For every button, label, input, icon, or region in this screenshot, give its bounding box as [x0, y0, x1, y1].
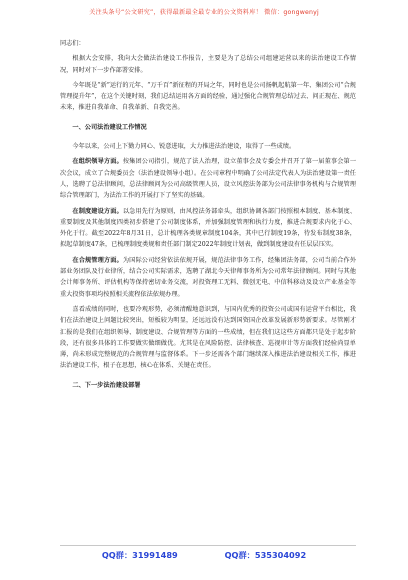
footer-divider: [60, 545, 356, 546]
paragraph-intro: 根据大会安排，我向大会做法治建设工作报告，主要是为了总结公司组建运营以来的法治建设工作情况，同时对下一步作部署安排。: [60, 55, 356, 74]
section-heading-2: 二、下一步法治建设部署: [72, 381, 141, 389]
paragraph-system-text: 以急用先行为原则，由风控法务部牵头，组织协调各部门按照根本制度、基本制度、重要制度及其他制度四类初步搭建了公司制度体系，并加强制度管理和执行力度，推进合规要求内化于心、外化于行。截至2022年8月31日，总计梳理各类规章制度104条，其中已行制度19条，待发布制度38条，拟起草制度47条，已梳理制度类规和责任部门制定2022年制度计划表，做到制度建设有任层层压实。: [60, 207, 357, 249]
paragraph-compliance: [60, 255, 356, 300]
section-heading-1: 一、公司法治建设工作情况: [72, 123, 147, 131]
paragraph-summary: 今年以来，公司上下勠力同心、锐意进取，大力推进法治建设，取得了一些成绩。: [72, 143, 296, 151]
header-banner: 关注头条号“公文研究”，获得最新最全最专业的公文资料库！ 微信：gongwenyj: [89, 9, 319, 16]
paragraph-organization-text: 按集团公司指引，规范了法人治理，设立董事会及专委会并召开了第一届董事会第一次会议，成立了合规委员会（法治建设领导小组）。在公司章程中明确了公司法定代表人为法治建设第一责任人，选聘了总法律顾问，总法律顾问为公司高级管理人员，设立风控法务部为公司法律事务机构与合规管理综合管理部门，为法治工作的开展打下了坚实的基础。: [60, 158, 357, 200]
paragraph-context: 今年既是“新”运行的元年、“万千百”新征程的开局之年，同时也是公司扬帆起航第一年、集团公司“合规管理提升年”，在这个关键时刻，我们总结运用各方面的经验，通过强化合规管理总结过去、问正现在、规范未来，推进自我革命、自我革新、自我完善。: [60, 81, 356, 112]
greeting: 同志们：: [60, 40, 85, 47]
paragraph-organization-lead: 在组织领导方面。: [72, 158, 123, 166]
footer-qq-group-2: QQ群：535304092: [224, 550, 307, 560]
paragraph-organization: [60, 156, 356, 201]
paragraph-system-lead: 在制度建设方面。: [72, 207, 123, 215]
paragraph-assessment: 喜看成绩的同时，也要冷观形势，必须清醒地意识到，与国内优秀的投资公司或国有运营平台相比，我们在法治建设上问题比较突出，短板较为明显，还远远没有达到国资国企改革发展新形势新要求。尽管刚才汇报的是我们在组织领导、制度建设、合规管理等方面的一些成绩，但在我们这这些方面都只是处于起步阶段，还有很多具体的工作要做实做细做优。尤其是在风险防控、法律核查、巡视审计等方面我们经验尚显单薄，尚未形成完整规范的合规管理与监督体系。下一步还需各个部门继续深入推进法治建设相关工作，推进法治建设工作，根子在思想，核心在体系、关键在责任。: [60, 305, 356, 370]
footer-contacts: [0, 550, 408, 561]
paragraph-system: [60, 206, 356, 251]
paragraph-compliance-text: 为国际公司经营依法依规开展，规范法律事务工作，经集团法务部，公司当前合作外部业务团队及行业律所，结合公司实际需求，选聘了湖北今天律师事务所为公司常年法律顾问。同时与其他会计师事务所、评估机构等保持密切业务交流，对投资理工无料、微创无电、中信科移动及设立产业基金等重大投资事项均按照相关流程依法依规办理。: [60, 256, 357, 298]
footer-qq-group-1: QQ群：31991489: [101, 550, 178, 560]
document-body: [60, 38, 356, 399]
paragraph-compliance-lead: 在合规管理方面。: [72, 256, 123, 264]
